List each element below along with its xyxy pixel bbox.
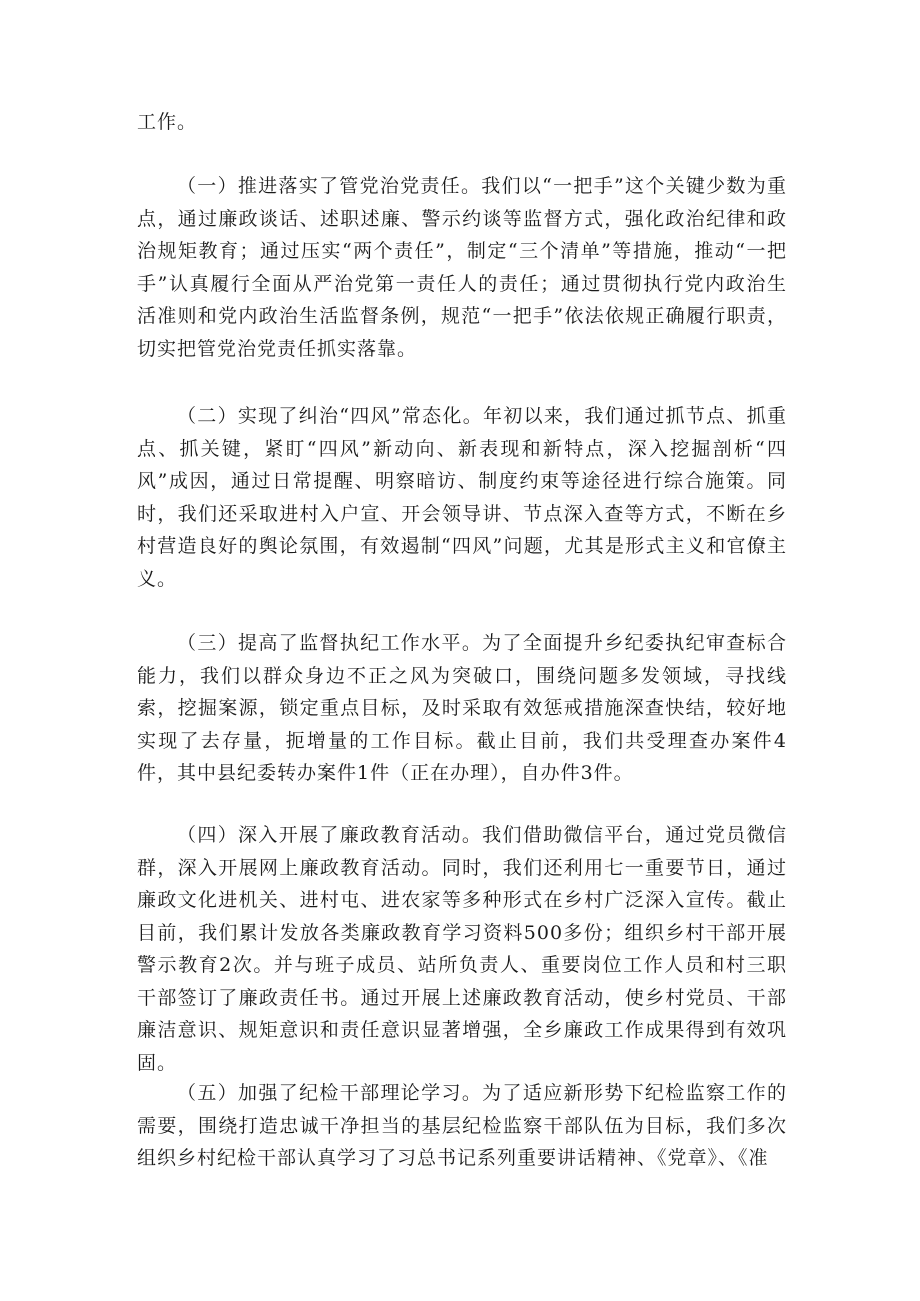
paragraph-section-5: （五）加强了纪检干部理论学习。为了适应新形势下纪检监察工作的需要，围绕打造忠诚干净担当的基层纪检监察干部队伍为目标，我们多次组织乡村纪检干部认真学习了习总书记系列重要讲话精神、《党章》、《准 [137, 1082, 787, 1169]
paragraph-section-3: （三）提高了监督执纪工作水平。为了全面提升乡纪委执纪审查标合能力，我们以群众身边不正之风为突破口，围绕问题多发领域，寻找线索，挖掘案源，锁定重点目标，及时采取有效惩戒措施深查快结，较好地实现了去存量，扼增量的工作目标。截止目前，我们共受理查办案件4件，其中县纪委转办案件1件（正在办理），自办件3件。 [137, 632, 787, 784]
paragraph-section-1: （一）推进落实了管党治党责任。我们以“一把手”这个关键少数为重点，通过廉政谈话、述职述廉、警示约谈等监督方式，强化政治纪律和政治规矩教育；通过压实“两个责任”，制定“三个清单”等措施，推动“一把手”认真履行全面从严治党第一责任人的责任；通过贯彻执行党内政治生活准则和党内政治生活监督条例，规范“一把手”依法依规正确履行职责，切实把管党治党责任抓实落靠。 [137, 175, 787, 360]
paragraph-section-2: （二）实现了纠治“四风”常态化。年初以来，我们通过抓节点、抓重点、抓关键，紧盯“四风”新动向、新表现和新特点，深入挖掘剖析“四风”成因，通过日常提醒、明察暗访、制度约束等途径进行综合施策。同时，我们还采取进村入户宣、开会领导讲、节点深入查等方式，不断在乡村营造良好的舆论氛围，有效遏制“四风”问题，尤其是形式主义和官僚主义。 [137, 405, 787, 590]
paragraph-section-4: （四）深入开展了廉政教育活动。我们借助微信平台，通过党员微信群，深入开展网上廉政教育活动。同时，我们还利用七一重要节日，通过廉政文化进机关、进村屯、进农家等多种形式在乡村广泛深入宣传。截止目前，我们累计发放各类廉政教育学习资料500多份；组织乡村干部开展警示教育2次。并与班子成员、站所负责人、重要岗位工作人员和村三职干部签订了廉政责任书。通过开展上述廉政教育活动，使乡村党员、干部廉洁意识、规矩意识和责任意识显著增强，全乡廉政工作成果得到有效巩固。 [137, 824, 787, 1074]
paragraph-continuation: 工作。 [137, 111, 198, 133]
